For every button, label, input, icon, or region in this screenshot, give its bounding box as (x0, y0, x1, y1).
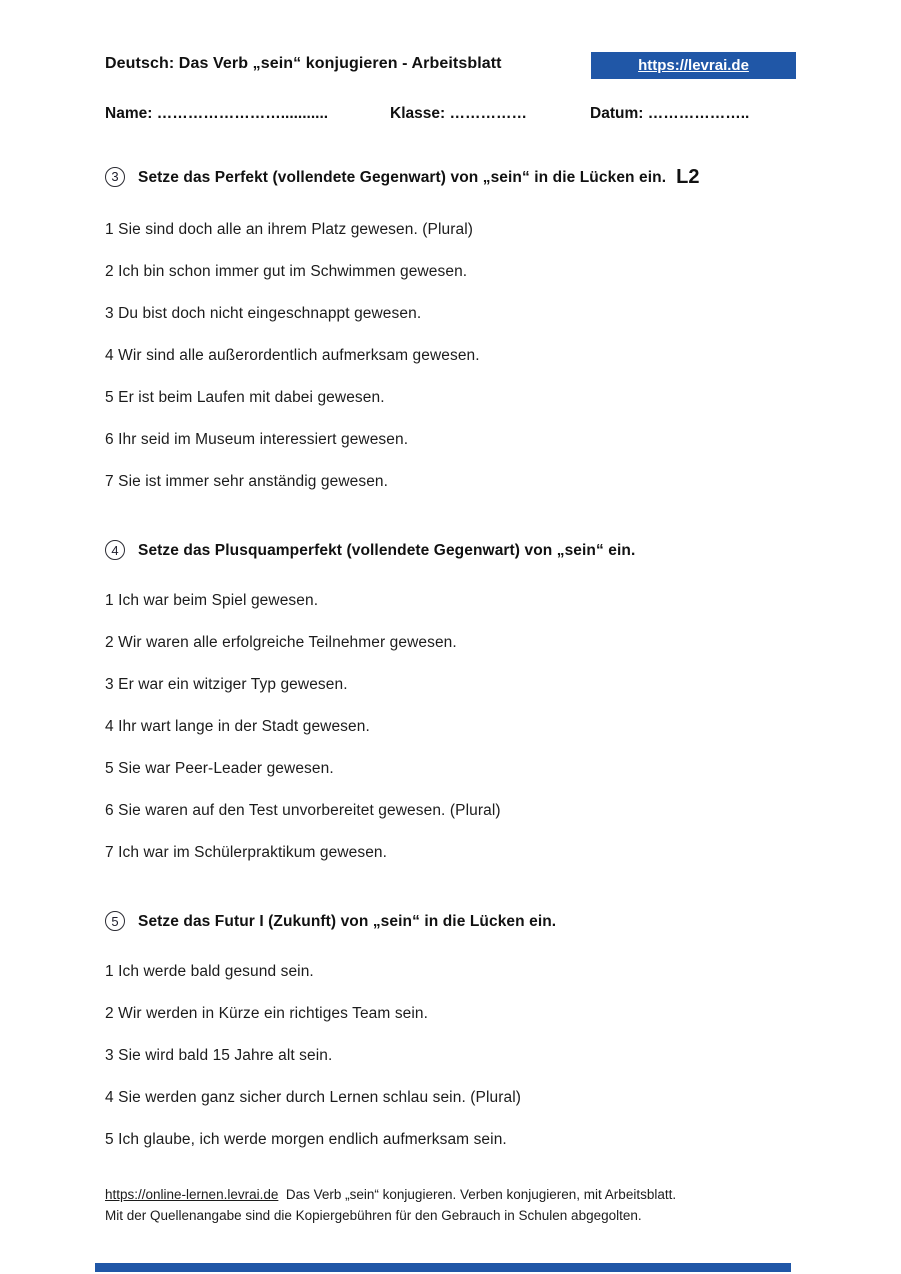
section-number-circle: 4 (105, 540, 125, 560)
section-header (105, 542, 796, 560)
klasse-dotted-line: …………… (449, 105, 527, 122)
sentence: 3 Du bist doch nicht eingeschnappt gewesen. (105, 305, 422, 322)
datum-dotted-line: ……………….. (647, 105, 750, 122)
sentence: 4 Wir sind alle außerordentlich aufmerksam gewesen. (105, 347, 480, 364)
name-label: Name: (105, 105, 153, 122)
section-header (105, 913, 796, 931)
datum-field (590, 105, 796, 123)
name-dotted-line: ……………………........... (156, 105, 329, 122)
sentence: 6 Sie waren auf den Test unvorbereitet gewesen. (Plural) (105, 802, 501, 819)
section-header (105, 166, 796, 189)
sentence: 7 Sie ist immer sehr anständig gewesen. (105, 473, 389, 490)
footer-line2: Mit der Quellenangabe sind die Kopiergebühren für den Gebrauch in Schulen abgegolten. (105, 1208, 642, 1223)
sentence: 1 Ich war beim Spiel gewesen. (105, 592, 319, 609)
footer (105, 1184, 806, 1226)
exercise-section-plusquamperfekt (105, 542, 796, 861)
section-title: Setze das Futur I (Zukunft) von „sein“ in die Lücken ein. (138, 913, 557, 930)
sentence: 5 Er ist beim Laufen mit dabei gewesen. (105, 389, 385, 406)
sentence: 3 Er war ein witziger Typ gewesen. (105, 676, 348, 693)
section-number-circle: 5 (105, 911, 125, 931)
klasse-field (390, 105, 590, 123)
klasse-label: Klasse: (390, 105, 446, 122)
sentence: 2 Wir werden in Kürze ein richtiges Team sein. (105, 1005, 429, 1022)
levrai-link-label: https://levrai.de (638, 57, 749, 74)
page-title: Deutsch: Das Verb „sein“ konjugieren - Arbeitsblatt (105, 55, 502, 72)
section-title: Setze das Plusquamperfekt (vollendete Gegenwart) von „sein“ ein. (138, 542, 636, 559)
student-fields-row (105, 105, 796, 123)
sentence: 5 Ich glaube, ich werde morgen endlich aufmerksam sein. (105, 1131, 507, 1148)
footer-line1-text: Das Verb „sein“ konjugieren. Verben konjugieren, mit Arbeitsblatt. (285, 1187, 677, 1202)
section-title: Setze das Perfekt (vollendete Gegenwart) von „sein“ in die Lücken ein. (138, 168, 667, 186)
sentence: 4 Ihr wart lange in der Stadt gewesen. (105, 718, 370, 735)
sentence: 6 Ihr seid im Museum interessiert gewesen. (105, 431, 409, 448)
footer-source-link[interactable]: https://online-lernen.levrai.de (105, 1187, 279, 1202)
sentence: 2 Ich bin schon immer gut im Schwimmen gewesen. (105, 263, 468, 280)
footer-line1 (105, 1184, 806, 1205)
sentence: 7 Ich war im Schülerpraktikum gewesen. (105, 844, 388, 861)
exercise-section-perfekt (105, 166, 796, 490)
sentence: 5 Sie war Peer-Leader gewesen. (105, 760, 334, 777)
header (105, 52, 796, 79)
sentence: 4 Sie werden ganz sicher durch Lernen schlau sein. (Plural) (105, 1089, 522, 1106)
datum-label: Datum: (590, 105, 644, 122)
sentence: 3 Sie wird bald 15 Jahre alt sein. (105, 1047, 333, 1064)
name-field (105, 105, 390, 123)
level-badge: L2 (676, 166, 700, 188)
section-number-circle: 3 (105, 167, 125, 187)
sentence: 1 Ich werde bald gesund sein. (105, 963, 314, 980)
sentence: 2 Wir waren alle erfolgreiche Teilnehmer gewesen. (105, 634, 457, 651)
sentence: 1 Sie sind doch alle an ihrem Platz gewesen. (Plural) (105, 221, 474, 238)
bottom-accent-bar (95, 1263, 791, 1272)
exercise-section-futur (105, 913, 796, 1148)
levrai-link-box[interactable] (591, 52, 796, 79)
